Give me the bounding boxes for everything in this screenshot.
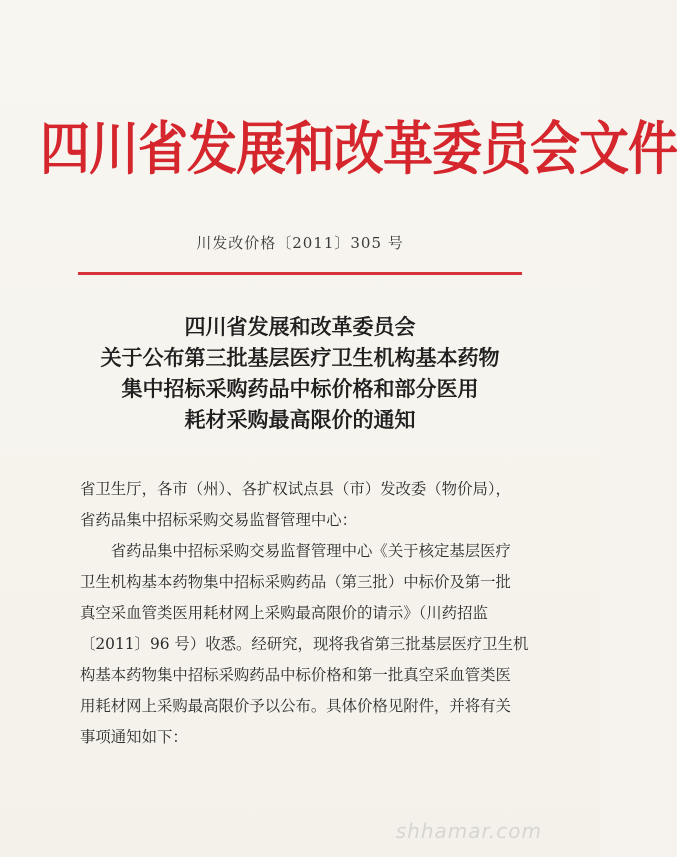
document-number: 川发改价格〔2011〕305 号 — [196, 234, 404, 252]
body-paragraph-line: 构基本药物集中招标采购药品中标价格和第一批真空采血管类医 — [80, 666, 511, 684]
site-watermark: shhamar.com — [395, 819, 542, 843]
recipients-line: 省卫生厅，各市（州）、各扩权试点县（市）发改委（物价局）， — [80, 480, 511, 498]
red-divider-rule — [78, 272, 522, 275]
document-masthead: 四川省发展和改革委员会文件 — [40, 114, 677, 183]
body-paragraph-line: 用耗材网上采购最高限价予以公布。具体价格见附件，并将有关 — [80, 697, 511, 715]
body-paragraph-line: 卫生机构基本药物集中招标采购药品（第三批）中标价及第一批 — [80, 573, 511, 591]
title-line: 集中招标采购药品中标价格和部分医用 — [121, 377, 479, 401]
body-paragraph-line: 事项通知如下： — [80, 728, 188, 746]
notice-body — [80, 474, 535, 753]
recipients-line: 省药品集中招标采购交易监督管理中心： — [80, 511, 358, 529]
body-paragraph-line: 省药品集中招标采购交易监督管理中心《关于核定基层医疗 — [80, 542, 511, 560]
title-line: 四川省发展和改革委员会 — [184, 315, 416, 339]
title-line: 耗材采购最高限价的通知 — [184, 408, 416, 432]
title-line: 关于公布第三批基层医疗卫生机构基本药物 — [100, 346, 500, 370]
body-paragraph-line: 真空采血管类医用耗材网上采购最高限价的请示》（川药招监 — [80, 604, 488, 622]
body-paragraph-line: 〔2011〕96 号）收悉。经研究，现将我省第三批基层医疗卫生机 — [80, 635, 529, 653]
notice-title — [40, 312, 560, 436]
